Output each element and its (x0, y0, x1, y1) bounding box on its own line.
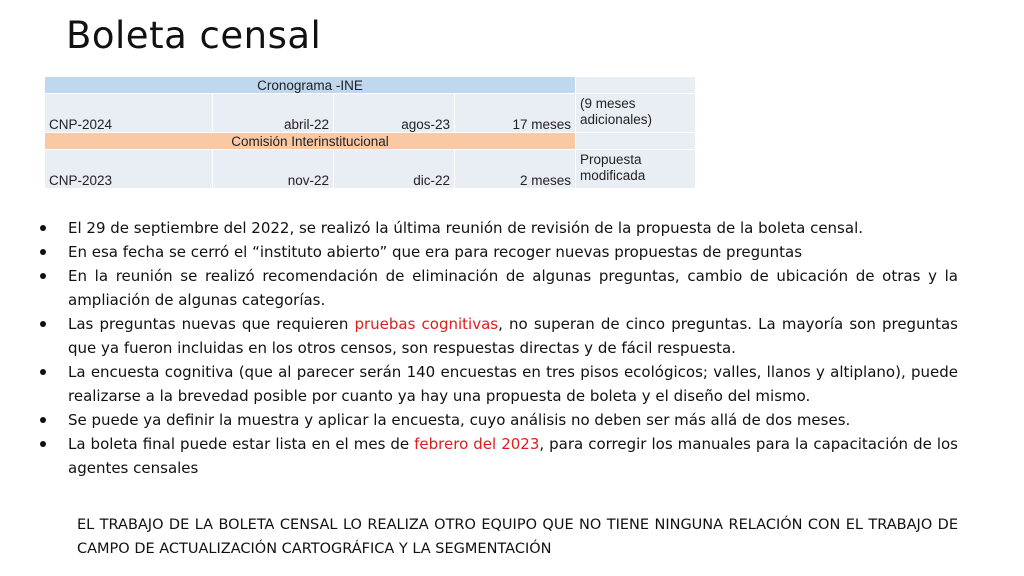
start-date-cell: abril-22 (213, 94, 334, 133)
commission-header-row (45, 133, 696, 150)
bullet-item (38, 312, 958, 360)
ine-header-row (45, 77, 696, 94)
bullet-text: La boleta final puede estar lista en el mes de (68, 435, 415, 453)
start-date-cell: nov-22 (213, 150, 334, 189)
census-name-cell: CNP-2023 (45, 150, 213, 189)
header-note-cell (576, 133, 696, 150)
bullet-item (38, 360, 958, 408)
note-cell: (9 meses adicionales) (576, 94, 696, 133)
census-name-cell: CNP-2024 (45, 94, 213, 133)
slide-title: Boleta censal (66, 14, 322, 57)
bullet-text: Las preguntas nuevas que requieren (68, 315, 355, 333)
header-note-cell (576, 77, 696, 94)
end-date-cell: dic-22 (334, 150, 455, 189)
bullet-text: , no superan de cinco preguntas. La mayoría son preguntas que ya fueron incluidas en los otros censos, son respuestas directas y de fácil respuesta. (68, 315, 958, 357)
schedule-table (44, 76, 696, 189)
bullet-item (38, 264, 958, 312)
table-row (45, 150, 696, 189)
commission-header-cell: Comisión Interinstitucional (45, 133, 576, 150)
bullet-item (38, 408, 958, 432)
bullet-item (38, 216, 958, 240)
duration-cell: 2 meses (455, 150, 576, 189)
bullet-text: En la reunión se realizó recomendación de eliminación de algunas preguntas, cambio de ubicación de otras y la ampliación de algunas categorías. (68, 267, 958, 309)
bullet-item (38, 432, 958, 480)
bullet-text: El 29 de septiembre del 2022, se realizó la última reunión de revisión de la propuesta de la boleta censal. (68, 219, 863, 237)
bullet-text: , para corregir los manuales para la capacitación de los agentes censales (68, 435, 958, 477)
highlighted-text: pruebas cognitivas (354, 315, 499, 333)
footer-statement: EL TRABAJO DE LA BOLETA CENSAL LO REALIZA OTRO EQUIPO QUE NO TIENE NINGUNA RELACIÓN CON EL TRABAJO DE CAMPO DE ACTUALIZACIÓN CARTOGRÁFICA Y LA SEGMENTACIÓN (77, 517, 958, 557)
ine-header-cell: Cronograma -INE (45, 77, 576, 94)
highlighted-text: febrero del 2023 (414, 435, 540, 453)
table-row (45, 94, 696, 133)
note-cell: Propuesta modificada (576, 150, 696, 189)
duration-cell: 17 meses (455, 94, 576, 133)
bullet-list (38, 216, 958, 480)
bullet-text: La encuesta cognitiva (que al parecer serán 140 encuestas en tres pisos ecológicos; valles, llanos y altiplano), puede realizarse a la brevedad posible por cuanto ya hay una propuesta de boleta y el diseño del mismo. (68, 363, 958, 405)
bullet-item (38, 240, 958, 264)
bullet-text: Se puede ya definir la muestra y aplicar la encuesta, cuyo análisis no deben ser más allá de dos meses. (68, 411, 851, 429)
end-date-cell: agos-23 (334, 94, 455, 133)
bullet-text: En esa fecha se cerró el “instituto abierto” que era para recoger nuevas propuestas de preguntas (68, 243, 803, 261)
